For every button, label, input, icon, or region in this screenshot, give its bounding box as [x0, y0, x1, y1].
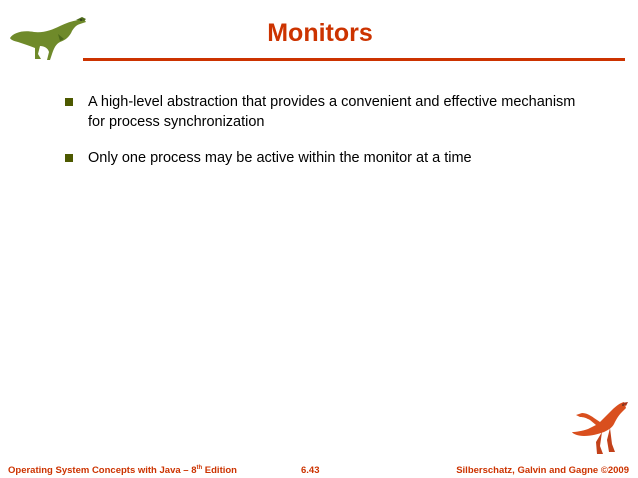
bullet-list [62, 92, 582, 184]
bullet-item [62, 148, 582, 168]
footer-copyright: Silberschatz, Galvin and Gagne ©2009 [456, 465, 629, 476]
dinosaur-logo-icon [566, 398, 632, 464]
bullet-text: Only one process may be active within the monitor at a time [88, 150, 472, 166]
footer-book-title [8, 465, 237, 476]
footer-book-title-text: Operating System Concepts with Java – 8 [8, 465, 197, 477]
bullet-text: A high-level abstraction that provides a convenient and effective mechanism for process synchronization [88, 94, 576, 130]
footer-page-number: 6.43 [301, 465, 320, 476]
footer-book-title-suffix: Edition [202, 465, 237, 477]
footer-book-title-superscript: th [196, 465, 203, 471]
bullet-item [62, 92, 582, 132]
square-bullet-icon [65, 154, 73, 162]
square-bullet-icon [65, 98, 73, 106]
slide-title: Monitors [267, 19, 373, 47]
title-divider [83, 58, 625, 61]
